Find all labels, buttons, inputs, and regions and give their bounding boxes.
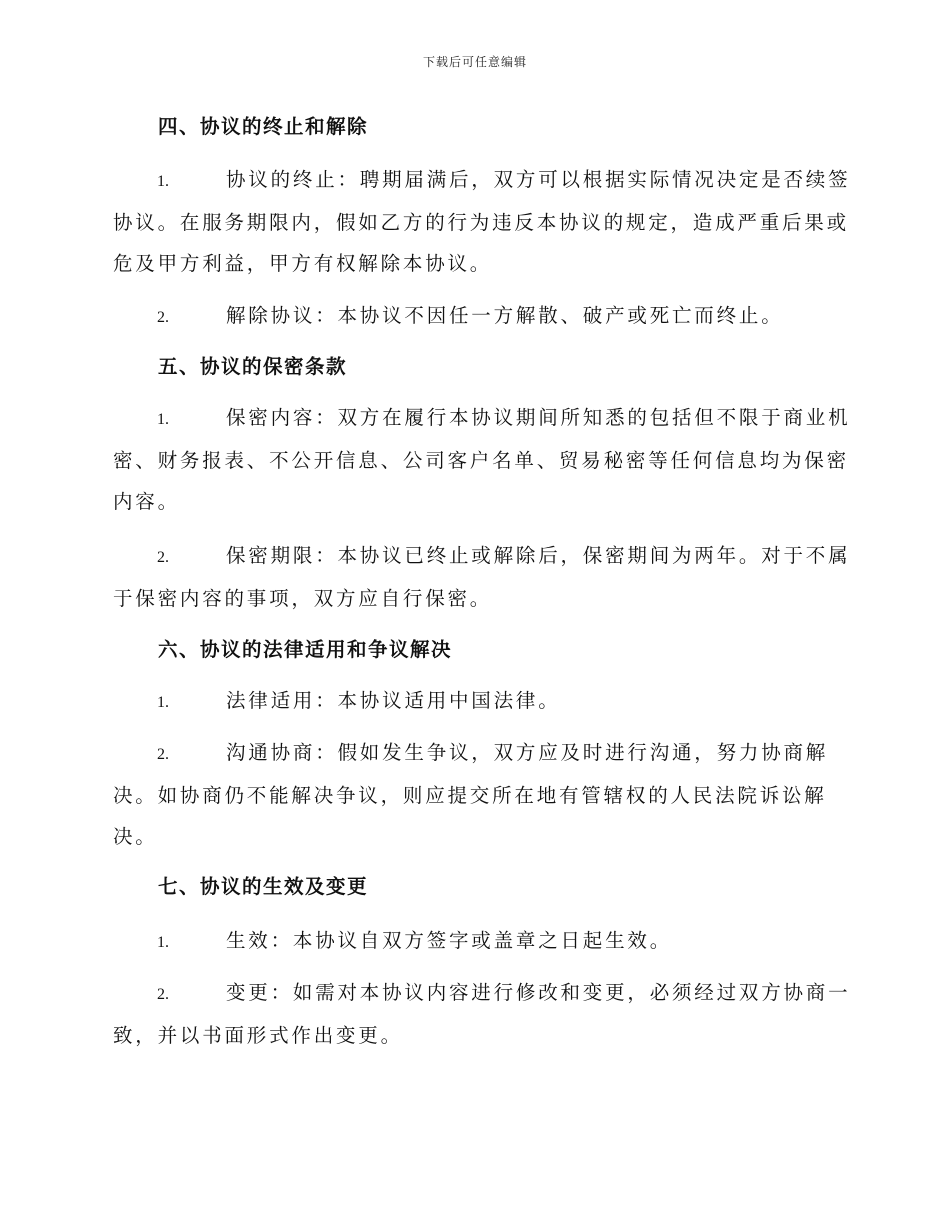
clause-text: 生效：本协议自双方签字或盖章之日起生效。 [226, 929, 673, 952]
clause-item [113, 295, 843, 338]
clause-text: 法律适用：本协议适用中国法律。 [226, 689, 561, 712]
clause-number: 2. [157, 309, 169, 326]
clause-text: 协议的终止：聘期届满后，双方可以根据实际情况决定是否续签 [226, 168, 851, 191]
clause-text: 保密期限：本协议已终止或解除后，保密期间为两年。对于不属 [226, 544, 851, 567]
clause-text: 协议。在服务期限内，假如乙方的行为违反本协议的规定，造成严重后果或 [113, 211, 849, 234]
clause-number: 2. [157, 746, 169, 763]
clause-text: 于保密内容的事项，双方应自行保密。 [113, 587, 493, 610]
clause-item [113, 920, 843, 963]
clause-item [113, 972, 851, 1056]
clause-number: 1. [157, 694, 169, 711]
clause-text: 保密内容：双方在履行本协议期间所知悉的包括但不限于商业机 [226, 406, 851, 429]
section-heading: 七、协议的生效及变更 [158, 875, 369, 898]
clause-number: 1. [157, 411, 169, 428]
section-heading: 六、协议的法律适用和争议解决 [158, 638, 453, 661]
section-heading: 五、协议的保密条款 [158, 355, 348, 378]
clause-item [113, 159, 851, 284]
clause-item [113, 680, 843, 723]
clause-text: 危及甲方利益，甲方有权解除本协议。 [113, 252, 493, 275]
clause-text: 决。 [113, 825, 158, 848]
section-termination [113, 112, 833, 164]
page-header: 下载后可任意编辑 [422, 55, 527, 69]
clause-item [113, 535, 851, 619]
clause-number: 2. [157, 549, 169, 566]
clause-number: 1. [157, 173, 169, 190]
clause-number: 1. [157, 934, 169, 951]
clause-text: 变更：如需对本协议内容进行修改和变更，必须经过双方协商一 [226, 981, 851, 1004]
clause-text: 密、财务报表、不公开信息、公司客户名单、贸易秘密等任何信息均为保密 [113, 449, 849, 472]
section-heading: 四、协议的终止和解除 [158, 115, 369, 138]
clause-text: 内容。 [113, 490, 180, 513]
clause-text: 沟通协商：假如发生争议，双方应及时进行沟通，努力协商解 [226, 741, 829, 764]
clause-number: 2. [157, 986, 169, 1003]
clause-text: 决。如协商仍不能解决争议，则应提交所在地有管辖权的人民法院诉讼解 [113, 784, 827, 807]
clause-item [113, 732, 843, 857]
clause-text: 解除协议：本协议不因任一方解散、破产或死亡而终止。 [226, 304, 784, 327]
clause-text: 致，并以书面形式作出变更。 [113, 1024, 403, 1047]
clause-item [113, 397, 851, 522]
